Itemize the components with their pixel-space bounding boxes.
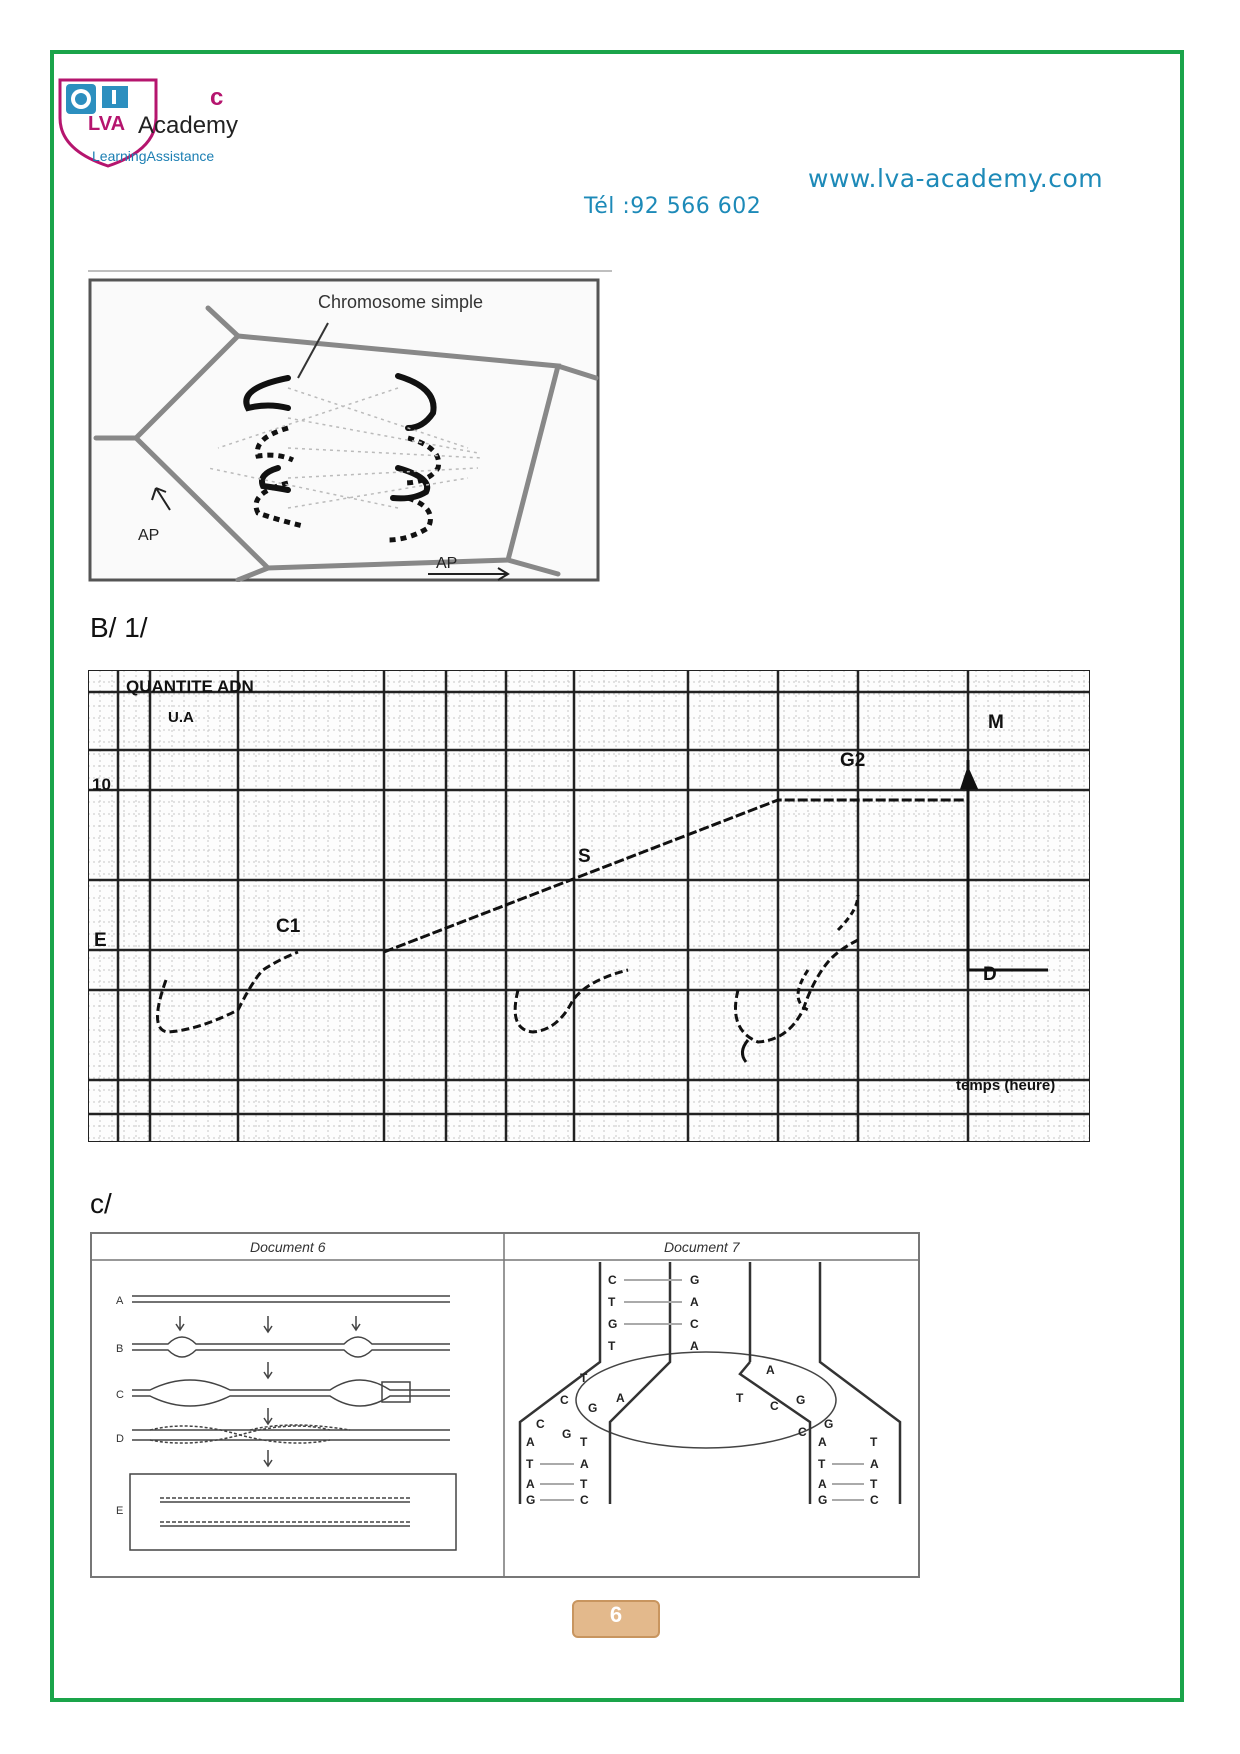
- base-fork-right-2a: G: [796, 1393, 806, 1407]
- chromosome-label: Chromosome simple: [318, 292, 484, 312]
- label-D: D: [983, 964, 997, 985]
- website-link[interactable]: www.lva-academy.com: [808, 164, 1104, 193]
- phone-number: Tél :92 566 602: [584, 194, 762, 219]
- base-br-4a: G: [818, 1493, 828, 1507]
- base-br-4b: C: [870, 1493, 879, 1507]
- base-bl-4a: G: [526, 1493, 536, 1507]
- base-fork-right-1b: T: [736, 1391, 744, 1405]
- row-label-B: B: [116, 1343, 124, 1355]
- label-E: E: [94, 930, 107, 951]
- row-label-E: E: [116, 1505, 124, 1517]
- base-fork-left-2a: C: [560, 1393, 569, 1407]
- base-bl-2a: T: [526, 1457, 534, 1471]
- base-top-3-right: C: [690, 1317, 699, 1331]
- base-br-2b: A: [870, 1457, 879, 1471]
- base-fork-right-3a: G: [824, 1417, 834, 1431]
- pole-label-right: AP: [436, 555, 458, 572]
- base-bl-3b: T: [580, 1477, 588, 1491]
- section-b-label: B/ 1/: [90, 612, 148, 643]
- doc7-title: Document 7: [664, 1239, 740, 1255]
- base-fork-left-1a: T: [580, 1371, 588, 1385]
- base-fork-right-2b: C: [770, 1399, 779, 1413]
- base-br-2a: T: [818, 1457, 826, 1471]
- base-top-2-right: A: [690, 1295, 699, 1309]
- logo-mark-text: LVA: [88, 113, 126, 135]
- divider: [88, 270, 612, 272]
- base-fork-right-1a: A: [766, 1363, 775, 1377]
- x-axis-label: temps (heure): [956, 1077, 1056, 1094]
- base-top-2-left: T: [608, 1295, 616, 1309]
- base-fork-right-3b: C: [798, 1425, 807, 1439]
- page-number-badge: 6: [572, 1600, 660, 1638]
- base-fork-left-3b: G: [562, 1427, 572, 1441]
- pole-label-left: AP: [138, 527, 160, 544]
- base-br-3b: T: [870, 1477, 878, 1491]
- base-top-1-left: C: [608, 1273, 617, 1287]
- anaphase-cell-figure: [88, 278, 600, 582]
- label-S: S: [578, 846, 591, 867]
- section-c-label: c/: [90, 1188, 112, 1219]
- base-bl-3a: A: [526, 1477, 535, 1491]
- y-unit-label: U.A: [168, 709, 194, 726]
- base-top-1-right: G: [690, 1273, 700, 1287]
- label-M: M: [988, 712, 1004, 733]
- logo-tagline: LearningAssistance: [92, 148, 215, 164]
- row-label-A: A: [116, 1295, 124, 1307]
- base-bl-4b: C: [580, 1493, 589, 1507]
- row-label-D: D: [116, 1433, 124, 1445]
- base-bl-1b: T: [580, 1435, 588, 1449]
- row-label-C: C: [116, 1389, 124, 1401]
- base-bl-2b: A: [580, 1457, 589, 1471]
- y-tick-10: 10: [92, 775, 111, 794]
- base-bl-1a: A: [526, 1435, 535, 1449]
- base-br-1b: T: [870, 1435, 878, 1449]
- dna-quantity-graph: [88, 670, 1090, 1142]
- base-br-1a: A: [818, 1435, 827, 1449]
- logo-academy-text: Academy: [138, 112, 239, 139]
- base-fork-left-1b: A: [616, 1391, 625, 1405]
- label-C1: C1: [276, 916, 301, 937]
- logo-letter: c: [210, 84, 224, 111]
- base-br-3a: A: [818, 1477, 827, 1491]
- y-axis-label: QUANTITE ADN: [126, 677, 254, 696]
- label-G2: G2: [840, 750, 866, 771]
- base-top-4-right: A: [690, 1339, 699, 1353]
- replication-documents-figure: [90, 1232, 920, 1578]
- base-fork-left-3a: C: [536, 1417, 545, 1431]
- base-top-4-left: T: [608, 1339, 616, 1353]
- doc6-title: Document 6: [250, 1239, 326, 1255]
- base-fork-left-2b: G: [588, 1401, 598, 1415]
- base-top-3-left: G: [608, 1317, 618, 1331]
